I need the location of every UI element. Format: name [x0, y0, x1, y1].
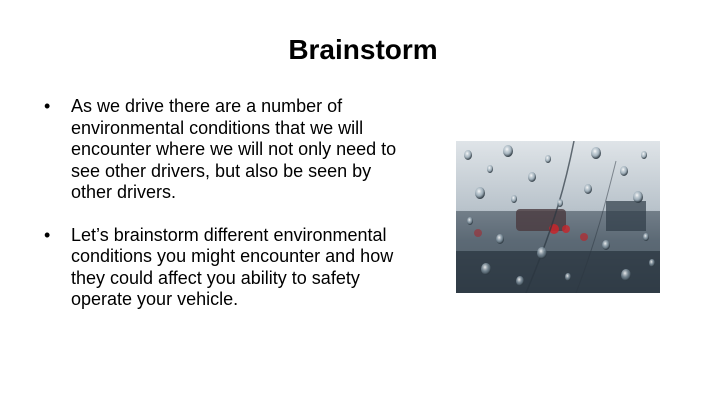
rainy-windshield-photo — [456, 141, 660, 293]
brake-light — [474, 229, 482, 237]
slide-title — [0, 34, 720, 66]
bullet-marker: • — [44, 224, 51, 245]
bullet-marker: • — [44, 96, 51, 116]
building-shape — [606, 201, 646, 231]
bullet-item — [44, 96, 414, 204]
rain-scene-illustration — [456, 141, 660, 293]
bullet-list — [44, 96, 414, 332]
slide-title-text: Brainstorm — [288, 34, 438, 65]
bullet-text: Let’s brainstorm different environmental conditions you might encounter and how they could affect you ability to safety operate your vehicle. — [71, 224, 394, 309]
brake-light — [562, 225, 570, 233]
bullet-item — [44, 225, 414, 311]
brake-light — [580, 233, 588, 241]
bullet-text: As we drive there are a number of environmental conditions that we will encounter where we will not only need to see other drivers, but also be seen by other drivers. — [71, 96, 397, 202]
